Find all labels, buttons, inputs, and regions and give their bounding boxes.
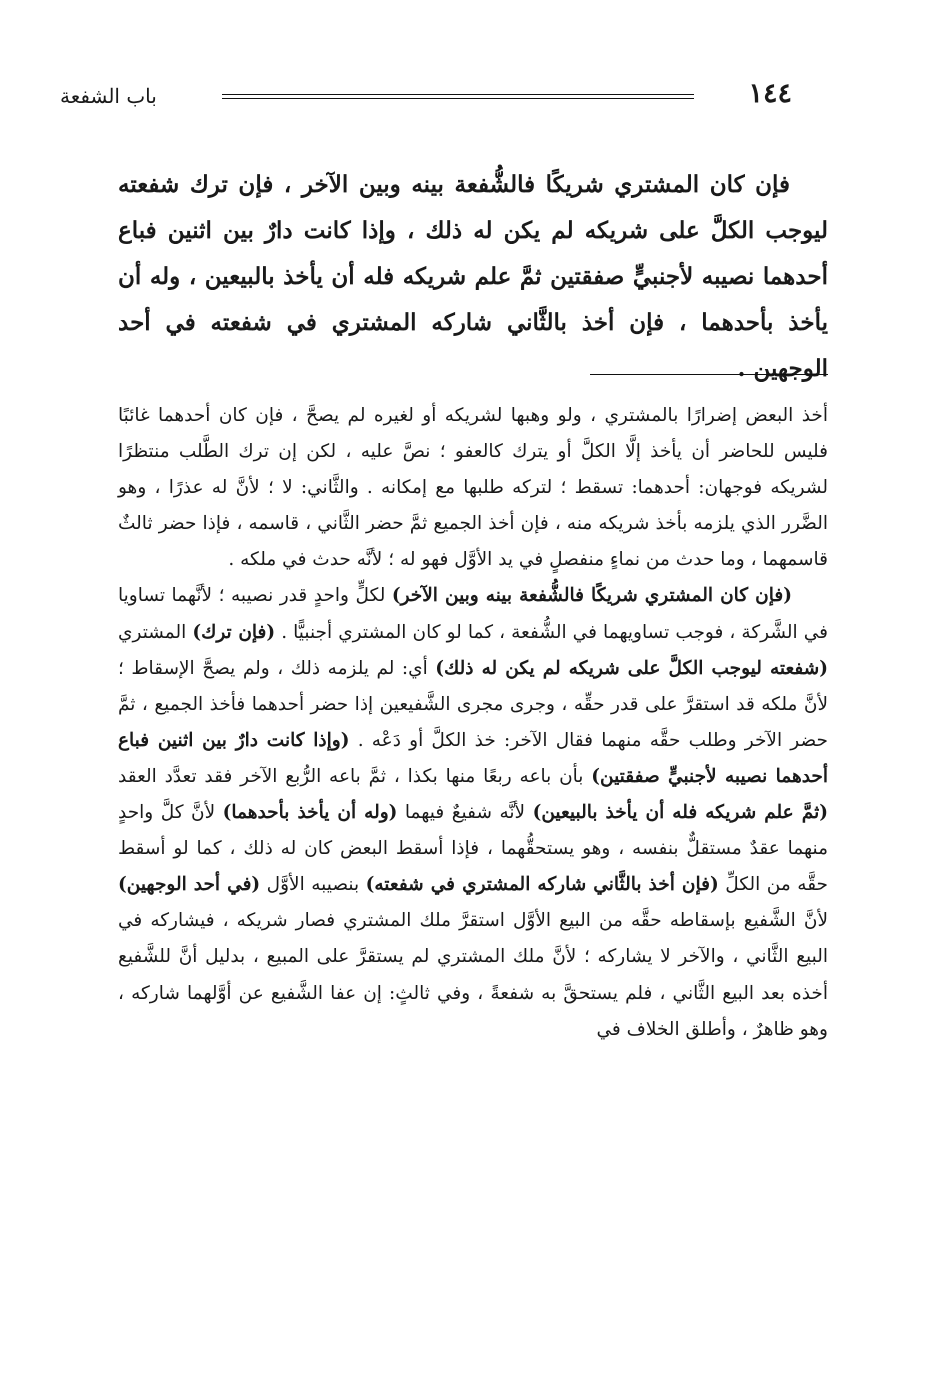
quoted-matn-segment: (فإن كان المشتري شريكًا فالشُّفعة بينه وبين الآخر): [391, 585, 792, 607]
commentary-segment: لكلٍّ واحدٍ قدر نصيبه ؛ لأنَّهما تساويا في الشَّركة ، فوجب تساويهما في الشُّفعة ، كما لو كان المشتري أجنبيًّا .: [118, 585, 828, 643]
quoted-matn-segment: (وله أن يأخذ بأحدهما): [222, 802, 398, 824]
quoted-matn-segment: (وإذا كانت دارٌ بين اثنين فباع أحدهما نصيبه لأجنبيٍّ صفقتين): [118, 729, 828, 787]
quoted-matn-segment: (فإن ترك): [192, 621, 276, 643]
commentary-paragraph-1: أخذ البعض إضرارًا بالمشتري ، ولو وهبها لشريكه أو لغيره لم يصحَّ ، فإن كان أحدهما غائبًا فليس للحاضر أن يأخذ إلَّا الكلَّ أو يترك كالعفو ؛ نصَّ عليه ، لكن إن ترك الطَّلب منتظرًا لشريكه فوجهان: أحدهما: تسقط ؛ لتركه طلبها مع إمكانه . والثَّاني: لا ؛ لأنَّ له عذرًا ، وهو الضَّرر الذي يلزمه بأخذ شريكه منه ، فإن أخذ الجميع ثمَّ حضر الثَّاني ، قاسمه ، فإذا حضر ثالثٌ قاسمهما ، وما حدث من نماءٍ منفصلٍ في يد الأوَّل فهو له ؛ لأنَّه حدث في ملكه .: [118, 405, 828, 571]
chapter-title: باب الشفعة: [60, 84, 157, 108]
commentary: [118, 398, 828, 1048]
commentary-segment: لأنَّ الشَّفيع بإسقاطه حقَّه من البيع الأوَّل استقرَّ ملك المشتري فصار شريكه ، فيشاركه في البيع الثَّاني ، والآخر لا يشاركه ؛ لأنَّ ملك المشتري لم يستقرَّ على المبيع ، بدليل أنَّ للشَّفيع أخذه بعد البيع الثَّاني ، فلم يستحقَّ به شفعةً ، وفي ثالثٍ: إن عفا الشَّفيع عن أوَّلهما شاركه ، وهو ظاهرٌ ، وأطلق الخلاف في: [118, 910, 828, 1040]
quoted-matn-segment: (ثمَّ علم شريكه فله أن يأخذ بالبيعين): [532, 802, 828, 824]
commentary-segment: لأنَّ كلَّ واحدٍ منهما عقدٌ مستقلٌّ بنفسه ، وهو يستحقُّهما ، فإذا أسقط البعض كان له ذلك ، كما لو أسقط حقَّه من الكلِّ: [118, 802, 828, 896]
commentary-segment: بأن باعه ربعًا منها بكذا ، ثمَّ باعه الرُّبع الآخر فقد تعدَّد العقد: [118, 765, 592, 787]
quoted-matn-segment: (شفعته ليوجب الكلَّ على شريكه لم يكن له ذلك): [435, 657, 828, 679]
footnote-separator: [590, 374, 828, 375]
commentary-segment: بنصيبه الأوَّل: [260, 874, 366, 896]
main-text-paragraph: فإن كان المشتري شريكًا فالشُّفعة بينه وبين الآخر ، فإن ترك شفعته ليوجب الكلَّ على شريكه لم يكن له ذلك ، وإذا كانت دارٌ بين اثنين فباع أحدهما نصيبه لأجنبيٍّ صفقتين ثمَّ علم شريكه فله أن يأخذ بالبيعين ، وله أن يأخذ بأحدهما ، فإن أخذ بالثَّاني شاركه المشتري في شفعته في أحد الوجهين .: [118, 171, 828, 382]
commentary-segment: لأنَّه شفيعٌ فيهما: [397, 802, 533, 824]
commentary-paragraph-2: [118, 578, 828, 1047]
commentary-segment: أي: لم يلزمه ذلك ، ولم يصحَّ الإسقاط ؛ لأنَّ ملكه قد استقرَّ على قدر حقِّه ، وجرى مجرى الشَّفيعين إذا حضر أحدهما فأخذ الجميع ، ثمَّ حضر الآخر وطلب حقَّه منهما فقال الآخر: خذ الكلَّ أو دَعْه .: [118, 657, 828, 751]
main-text: [118, 162, 828, 392]
header-rule: [222, 94, 694, 95]
quoted-matn-segment: (فإن أخذ بالثَّاني شاركه المشتري في شفعته): [365, 874, 719, 896]
quoted-matn-segment: (في أحد الوجهين): [118, 874, 261, 896]
commentary-segment: المشتري: [118, 621, 193, 643]
page-number: ١٤٤: [748, 78, 792, 109]
